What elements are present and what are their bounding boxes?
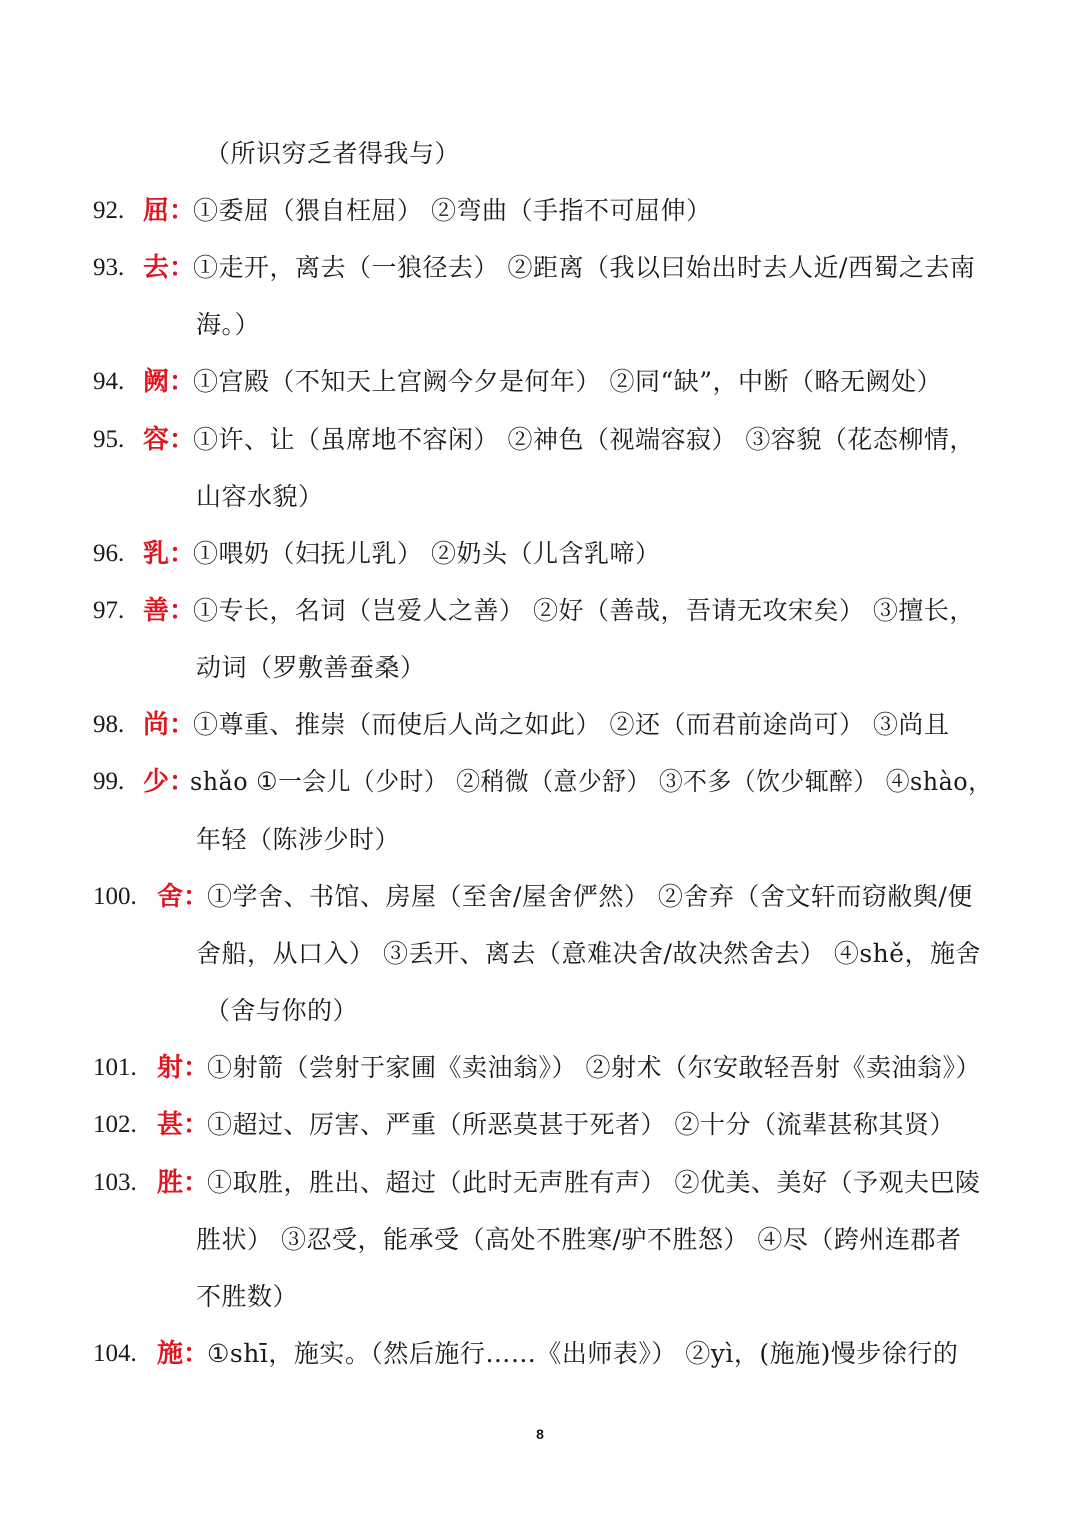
- headword: 射：: [157, 1053, 210, 1083]
- definition-text: ①专长，名词（岂爱人之善） ②好（善哉，吾请无攻宋矣） ③擅长，: [193, 596, 975, 625]
- entry-100-cont-1: [0, 934, 1080, 974]
- entry-96: [0, 534, 1080, 574]
- definition-text: shǎo ①一会儿（少时） ②稍微（意少舒） ③不多（饮少辄醉） ④shào，: [190, 767, 993, 796]
- page-number: 8: [536, 1426, 544, 1442]
- entry-number: 98.: [93, 711, 125, 738]
- entry-number: 99.: [93, 768, 125, 795]
- definition-text: 不胜数）: [196, 1282, 299, 1311]
- definition-text: 胜状） ③忍受，能承受（高处不胜寒/驴不胜怒） ④尽（跨州连郡者: [196, 1225, 962, 1254]
- headword: 胜：: [157, 1168, 210, 1198]
- entry-92: [0, 191, 1080, 231]
- entry-103-cont-1: [0, 1220, 1080, 1260]
- entry-93-cont: [0, 305, 1080, 345]
- entry-number: 95.: [93, 426, 125, 453]
- entry-103-cont-2: [0, 1277, 1080, 1317]
- entry-number: 94.: [93, 368, 125, 395]
- headword: 施：: [157, 1339, 210, 1369]
- entry-95-cont: [0, 477, 1080, 517]
- entry-number: 92.: [93, 197, 125, 224]
- entry-99-cont: [0, 820, 1080, 860]
- entry-number: 103.: [93, 1169, 137, 1196]
- entry-104: [0, 1334, 1080, 1374]
- definition-text: 山容水貌）: [196, 482, 324, 511]
- entry-number: 104.: [93, 1340, 137, 1367]
- entry-93: [0, 248, 1080, 288]
- definition-text: ①shī，施实。（然后施行……《出师表》） ②yì，(施施)慢步徐行的: [207, 1339, 959, 1368]
- headword: 善：: [143, 596, 196, 626]
- definition-text: 海。）: [196, 310, 261, 339]
- definition-text: 舍船，从口入） ③丢开、离去（意难决舍/故决然舍去） ④shě，施舍: [196, 939, 982, 968]
- entry-98: [0, 705, 1080, 745]
- entry-102: [0, 1105, 1080, 1145]
- definition-text: ①走开，离去（一狼径去） ②距离（我以曰始出时去人近/西蜀之去南: [193, 253, 976, 282]
- definition-text: （舍与你的）: [205, 996, 359, 1025]
- definition-text: 动词（罗敷善蚕桑）: [196, 653, 426, 682]
- headword: 乳：: [143, 539, 196, 569]
- entry-100-cont-2: [0, 991, 1080, 1031]
- entry-number: 93.: [93, 254, 125, 281]
- definition-text: ①许、让（虽席地不容闲） ②神色（视端容寂） ③容貌（花态柳情，: [193, 425, 975, 454]
- headword: 去：: [143, 253, 196, 283]
- definition-text: ①超过、厉害、严重（所恶莫甚于死者） ②十分（流辈甚称其贤）: [207, 1110, 955, 1139]
- definition-text: ①学舍、书馆、房屋（至舍/屋舍俨然） ②舍弃（舍文轩而窃敝舆/便: [207, 882, 973, 911]
- entry-101: [0, 1048, 1080, 1088]
- continuation-line: [0, 134, 1080, 174]
- headword: 舍：: [157, 882, 210, 912]
- definition-text: ①尊重、推崇（而使后人尚之如此） ②还（而君前途尚可） ③尚且: [193, 710, 950, 739]
- headword: 容：: [143, 425, 196, 455]
- definition-text: 年轻（陈涉少时）: [196, 825, 401, 854]
- entry-number: 101.: [93, 1054, 137, 1081]
- definition-text: ①宫殿（不知天上宫阙今夕是何年） ②同“缺”，中断（略无阙处）: [193, 367, 943, 396]
- continuation-text: （所识穷乏者得我与）: [205, 139, 461, 168]
- headword: 阙：: [143, 367, 196, 397]
- entry-103: [0, 1163, 1080, 1203]
- headword: 尚：: [143, 710, 196, 740]
- entry-number: 102.: [93, 1111, 137, 1138]
- definition-text: ①射箭（尝射于家圃《卖油翁》） ②射术（尔安敢轻吾射《卖油翁》）: [207, 1053, 981, 1082]
- headword: 屈：: [143, 196, 196, 226]
- definition-text: ①喂奶（妇抚儿乳） ②奶头（儿含乳啼）: [193, 539, 661, 568]
- headword: 甚：: [157, 1110, 210, 1140]
- entry-number: 100.: [93, 883, 137, 910]
- entry-number: 97.: [93, 597, 125, 624]
- headword: 少：: [143, 767, 196, 797]
- entry-97: [0, 591, 1080, 631]
- entry-100: [0, 877, 1080, 917]
- definition-text: ①委屈（猥自枉屈） ②弯曲（手指不可屈伸）: [193, 196, 712, 225]
- entry-95: [0, 420, 1080, 460]
- definition-text: ①取胜，胜出、超过（此时无声胜有声） ②优美、美好（予观夫巴陵: [207, 1168, 981, 1197]
- entry-number: 96.: [93, 540, 125, 567]
- entry-99: [0, 762, 1080, 802]
- entry-94: [0, 362, 1080, 402]
- entry-97-cont: [0, 648, 1080, 688]
